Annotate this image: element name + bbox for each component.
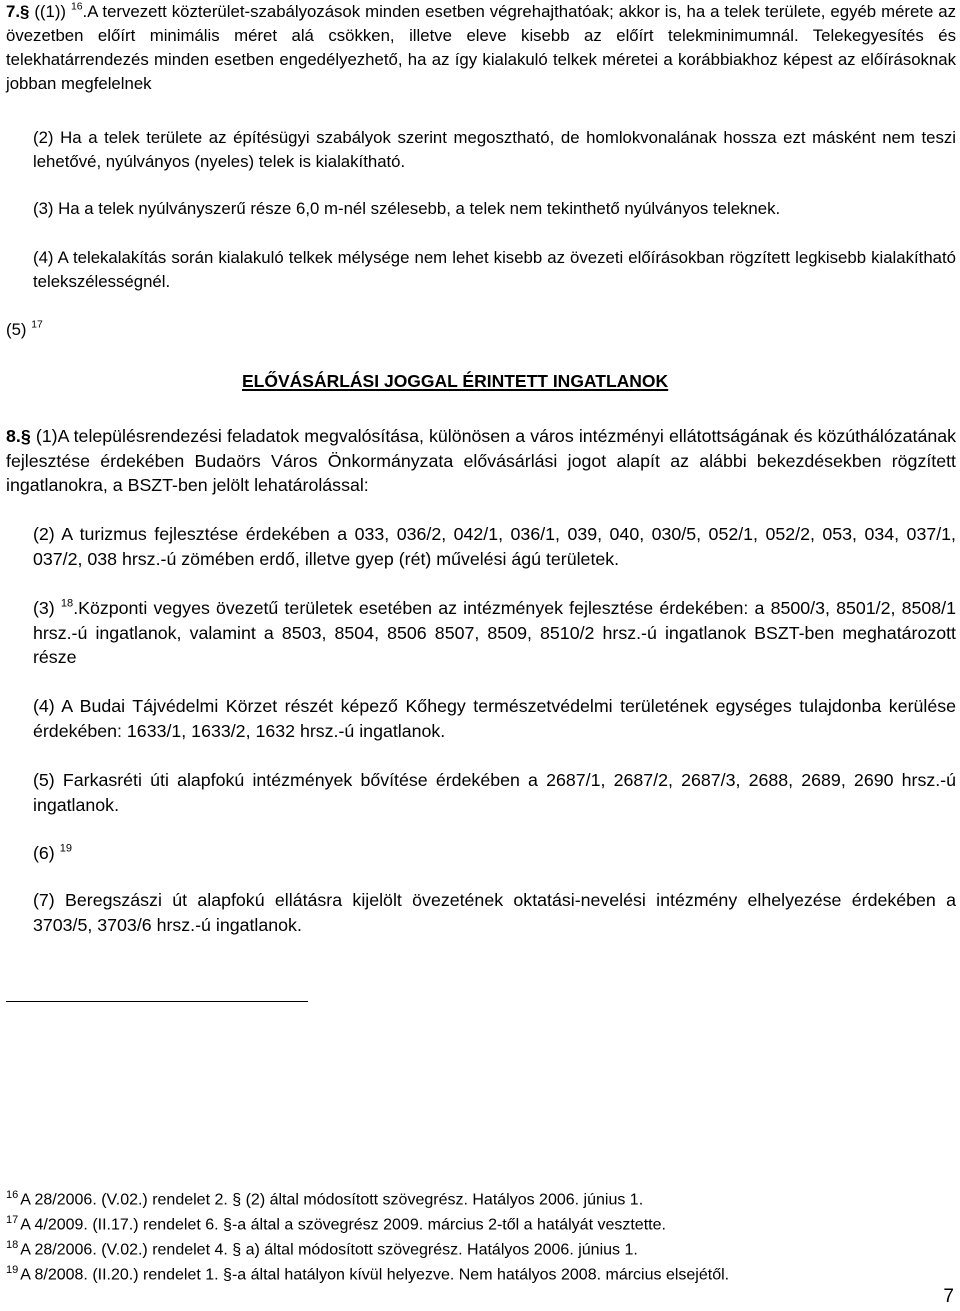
footnote-text: A 8/2008. (II.20.) rendelet 1. §-a által hatályon kívül helyezve. Nem hatályos 2008. március elsejétől. bbox=[20, 1266, 730, 1284]
paragraph-label: (3) bbox=[33, 598, 55, 618]
section-symbol: § bbox=[20, 426, 31, 446]
footnote-number: 17 bbox=[6, 1214, 19, 1226]
section-7-paragraph-4: (4) A telekalakítás során kialakuló telkek mélysége nem lehet kisebb az övezeti előírásokban rögzített legkisebb kialakítható telekszélességnél. bbox=[33, 248, 956, 291]
section-heading: ELŐVÁSÁRLÁSI JOGGAL ÉRINTETT INGATLANOK bbox=[242, 371, 669, 391]
section-8-paragraph-6 bbox=[33, 841, 956, 866]
paragraph-label: ((1)) bbox=[34, 2, 66, 21]
section-7-paragraph-2: (2) Ha a telek területe az építésügyi szabályok szerint megosztható, de homlokvonalának hossza ezt másként nem teszi lehetővé, nyúlványos (nyeles) telek is kialakítható. bbox=[33, 128, 956, 171]
footnote-number: 18 bbox=[6, 1239, 19, 1251]
footnote-ref-19[interactable]: 19 bbox=[59, 842, 72, 855]
footnote-number: 16 bbox=[6, 1189, 19, 1201]
footnote-ref-17[interactable]: 17 bbox=[31, 319, 43, 331]
paragraph-label: (5) bbox=[6, 320, 27, 339]
footnote-separator bbox=[6, 1001, 308, 1002]
paragraph-text: .A tervezett közterület-szabályozások minden esetben végrehajthatóak; akkor is, ha a telek területe, egyéb mérete az övezetben előírt minimális méret alá csökken, illetve eleve kisebb az előírt telekminimumnál. Telekegyesítés és telekhatárrendezés minden esetben engedélyezhető, ha az így kialakuló telkek méretei a korábbiakhoz képest az előírásoknak jobban megfelelnek bbox=[6, 2, 957, 93]
paragraph-text: (1)A településrendezési feladatok megvalósítása, különösen a város intézményi ellátottságának és közúthálózatának fejlesztése érdekében Budaörs Város Önkormányzata elővásárlási jogot alapít az alábbi bekezdésekben rögzített ingatlanokra, a BSZT-ben jelölt lehatárolással: bbox=[6, 426, 956, 496]
section-8-paragraph-7: (7) Beregszászi út alapfokú ellátásra kijelölt övezetének oktatási-nevelési intézmény elhelyezése érdekében a 3703/5, 3703/6 hrsz.-ú ingatlanok. bbox=[33, 890, 956, 935]
section-number: 8. bbox=[6, 426, 21, 446]
section-number: 7. bbox=[6, 2, 20, 21]
section-8-paragraph-4: (4) A Budai Tájvédelmi Körzet részét képező Kőhegy természetvédelmi területének egységes tulajdonba kerülése érdekében: 1633/1, 1633/2, 1632 hrsz.-ú ingatlanok. bbox=[33, 696, 956, 741]
page-number: 7 bbox=[943, 1286, 954, 1307]
footnote-text: A 28/2006. (V.02.) rendelet 4. § a) által módosított szövegrész. Hatályos 2006. június 1. bbox=[20, 1241, 638, 1259]
paragraph-text: .Központi vegyes övezetű területek esetében az intézmények fejlesztése érdekében: a 8500/3, 8501/2, 8508/1 hrsz.-ú ingatlanok, valamint a 8503, 8504, 8506 8507, 8509, 8510/2 hrsz.-ú ingatlanok BSZT-ben meghatározott része bbox=[33, 598, 956, 668]
section-7-paragraph-1 bbox=[6, 0, 956, 96]
section-7-paragraph-5 bbox=[6, 318, 929, 342]
footnote-text: A 28/2006. (V.02.) rendelet 2. § (2) által módosított szövegrész. Hatályos 2006. június 1. bbox=[20, 1191, 644, 1209]
footnote-ref-16[interactable]: 16 bbox=[70, 1, 83, 13]
section-7-paragraph-3: (3) Ha a telek nyúlványszerű része 6,0 m-nél szélesebb, a telek nem tekinthető nyúlványos teleknek. bbox=[33, 199, 781, 218]
section-8-paragraph-2: (2) A turizmus fejlesztése érdekében a 033, 036/2, 042/1, 036/1, 039, 040, 030/5, 052/1, 052/2, 053, 034, 037/1, 037/2, 038 hrsz.-ú zömében erdő, illetve gyep (rét) művelési ágú területek. bbox=[33, 524, 956, 569]
footnote-number: 19 bbox=[6, 1264, 19, 1276]
section-symbol: § bbox=[20, 2, 30, 21]
footnote-text: A 4/2009. (II.17.) rendelet 6. §-a által a szövegrész 2009. március 2-től a hatályát vesztette. bbox=[20, 1216, 666, 1234]
section-8-paragraph-5: (5) Farkasréti úti alapfokú intézmények bővítése érdekében a 2687/1, 2687/2, 2687/3, 2688, 2689, 2690 hrsz.-ú ingatlanok. bbox=[33, 770, 956, 815]
section-8-paragraph-1 bbox=[6, 424, 956, 498]
section-8-paragraph-3 bbox=[33, 596, 956, 670]
footnote-ref-18[interactable]: 18 bbox=[60, 597, 74, 610]
paragraph-label: (6) bbox=[33, 843, 55, 863]
footnote-19 bbox=[6, 1258, 956, 1288]
